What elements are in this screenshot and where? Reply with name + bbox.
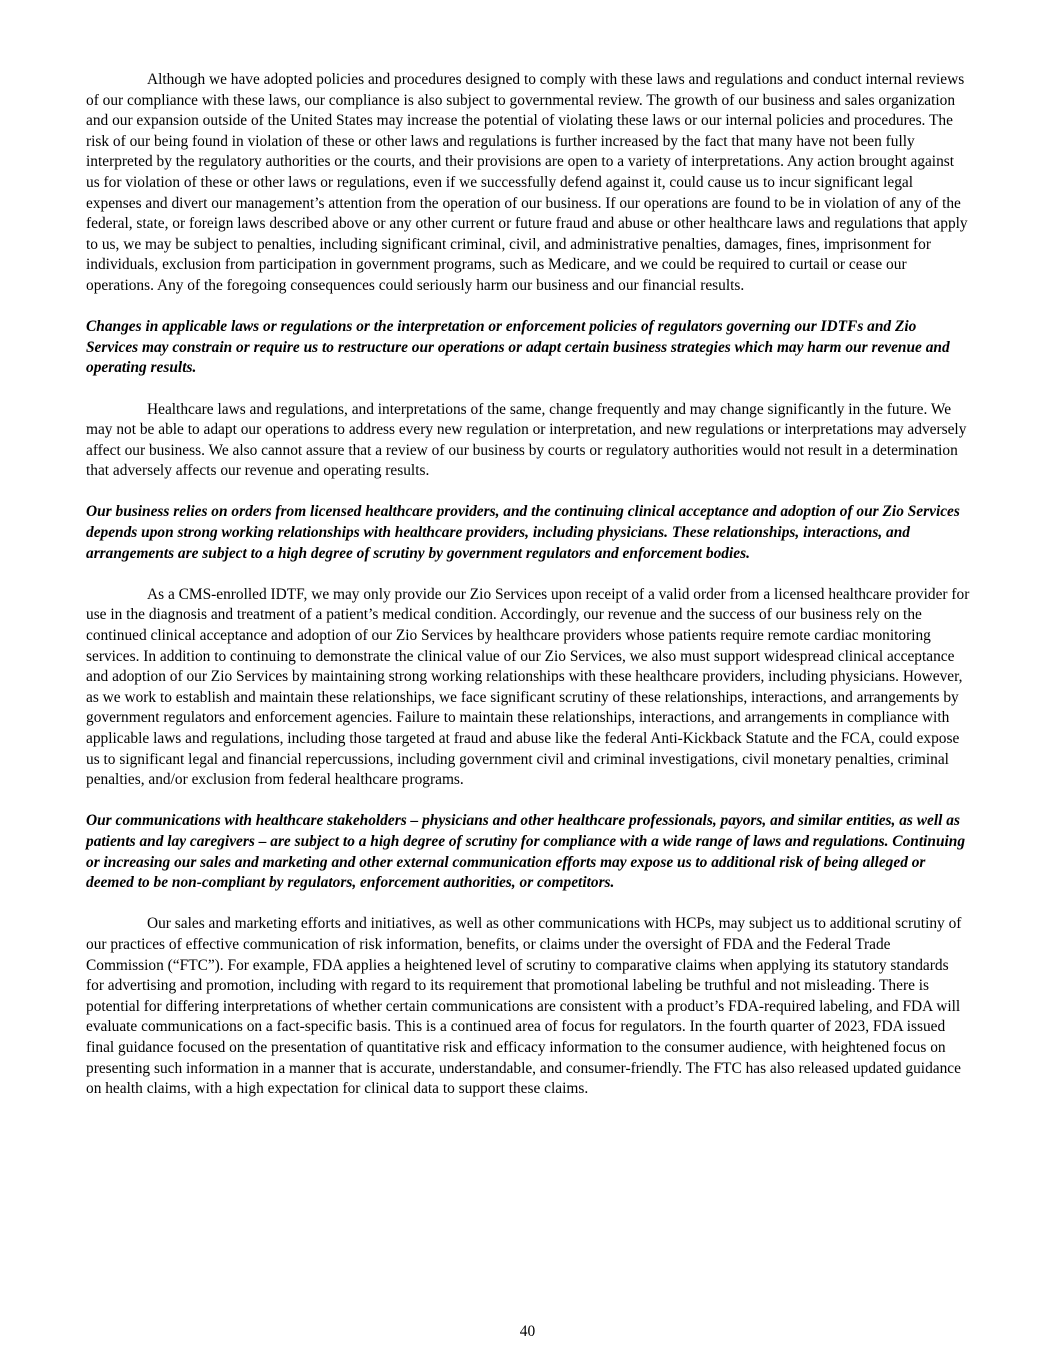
paragraph-healthcare-laws-change: Healthcare laws and regulations, and interpretations of the same, change frequently and may change significantly in the future. We may not be able to adapt our operations to address every new regulation or interpretation, and new regulations or interpretations may adversely affect our business. We also cannot assure that a review of our business by courts or regulatory authorities would not result in a determination that adversely affects our revenue and operating results. [86,400,967,480]
heading-provider-relationships: Our business relies on orders from licensed healthcare providers, and the continuing clinical acceptance and adoption of our Zio Services depends upon strong working relationships with healthcare providers, including physicians. These relationships, interactions, and arrangements are subject to a high degree of scrutiny by government regulators and enforcement bodies. [86,503,960,562]
paragraph-cms-enrolled-idtf: As a CMS-enrolled IDTF, we may only provide our Zio Services upon receipt of a valid order from a licensed healthcare provider for use in the diagnosis and treatment of a patient’s medical condition. Accordingly, our revenue and the success of our business rely on the continued clinical acceptance and adoption of our Zio Services by healthcare providers whose patients require remote cardiac monitoring services. In addition to continuing to demonstrate the clinical value of our Zio Services, we also must support widespread clinical acceptance and adoption of our Zio Services by maintaining strong working relationships with these healthcare providers, including physicians. However, as we work to establish and maintain these relationships, we face significant scrutiny of these relationships, interactions, and arrangements by government regulators and enforcement agencies. Failure to maintain these relationships, interactions, and arrangements in compliance with applicable laws and regulations, including those targeted at fraud and abuse like the federal Anti-Kickback Statute and the FCA, could expose us to significant legal and financial repercussions, including government civil and criminal investigations, civil monetary penalties, criminal penalties, and/or exclusion from federal healthcare programs. [86,585,970,789]
paragraph-sales-marketing: Our sales and marketing efforts and initiatives, as well as other communications with HCPs, may subject us to additional scrutiny of our practices of effective communication of risk information, benefits, or claims under the oversight of FDA and the Federal Trade Commission (“FTC”). For example, FDA applies a heightened level of scrutiny to comparative claims when applying its statutory standards for advertising and promotion, including with regard to its requirement that promotional labeling be truthful and not misleading. There is potential for differing interpretations of whether certain communications are consistent with a product’s FDA-required labeling, and FDA will evaluate communications on a fact-specific basis. This is a continued area of focus for regulators. In the fourth quarter of 2023, FDA issued final guidance focused on the presentation of quantitative risk and efficacy information to the consumer audience, with heightened focus on presenting such information in a manner that is accurate, understandable, and consumer-friendly. The FTC has also released updated guidance on health claims, with a high expectation for clinical data to support these claims. [86,915,962,1098]
paragraph-compliance-review: Although we have adopted policies and procedures designed to comply with these laws and regulations and conduct internal reviews of our compliance with these laws, our compliance is also subject to governmental review. The growth of our business and sales organization and our expansion outside of the United States may increase the potential of violating these laws or our internal policies and procedures. The risk of our being found in violation of these or other laws and regulations is further increased by the fact that many have not been fully interpreted by the regulatory authorities or the courts, and their provisions are open to a variety of interpretations. Any action brought against us for violation of these or other laws or regulations, even if we successfully defend against it, could cause us to incur significant legal expenses and divert our management’s attention from the operation of our business. If our operations are found to be in violation of any of the federal, state, or foreign laws described above or any other current or future fraud and abuse or other healthcare laws and regulations that apply to us, we may be subject to penalties, including significant criminal, civil, and administrative penalties, damages, fines, imprisonment for individuals, exclusion from participation in government programs, such as Medicare, and we could be required to curtail or cease our operations. Any of the foregoing consequences could seriously harm our business and our financial results. [86,71,968,294]
heading-stakeholder-communications: Our communications with healthcare stakeholders – physicians and other healthcare professionals, payors, and similar entities, as well as patients and lay caregivers – are subject to a high degree of scrutiny for compliance with a wide range of laws and regulations. Continuing or increasing our sales and marketing and other external communication efforts may expose us to additional risk of being alleged or deemed to be non-compliant by regulators, enforcement authorities, or competitors. [86,812,966,892]
page-number: 40 [519,1323,536,1340]
heading-changes-in-laws: Changes in applicable laws or regulations or the interpretation or enforcement policies of regulators governing our IDTFs and Zio Services may constrain or require us to restructure our operations or adapt certain business strategies which may harm our revenue and operating results. [86,318,950,377]
document-body [86,70,970,1120]
